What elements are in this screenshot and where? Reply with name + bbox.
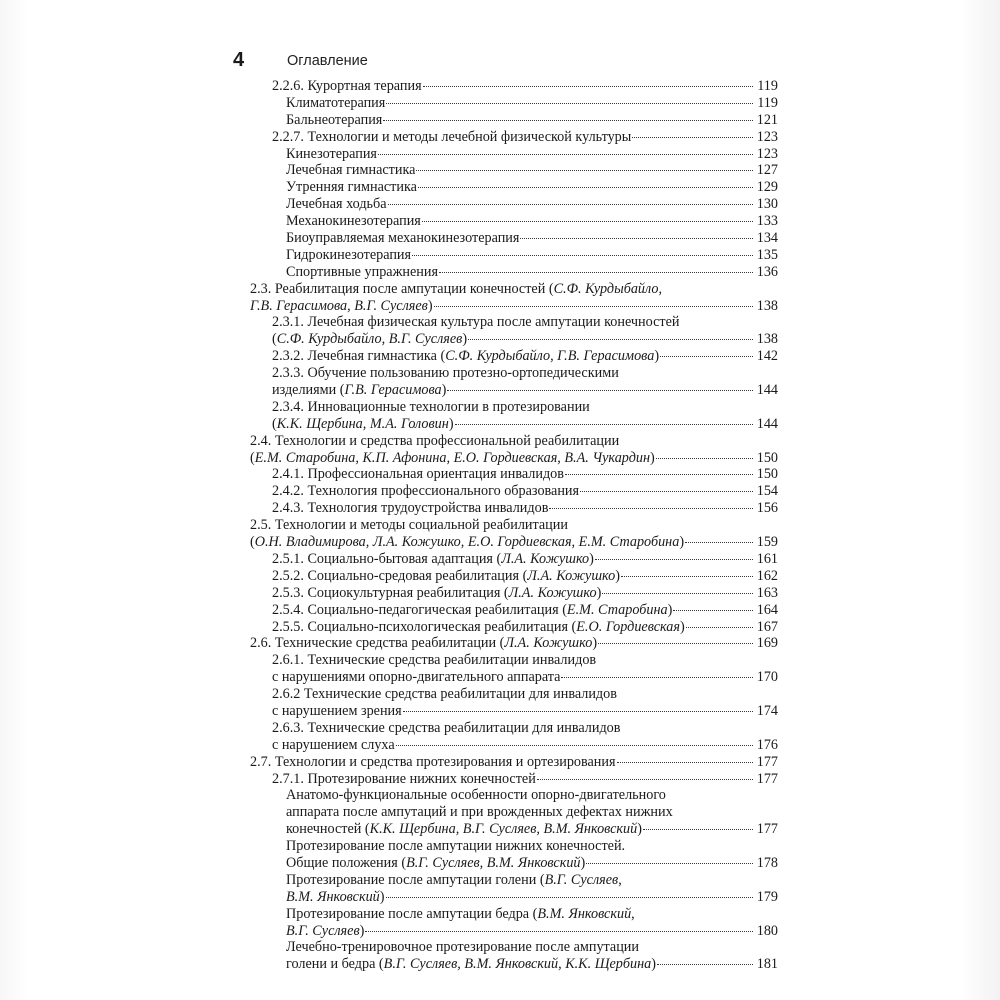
toc-line xyxy=(250,534,778,551)
dot-leader xyxy=(418,187,753,188)
running-title: Оглавление xyxy=(287,53,368,69)
toc-line xyxy=(250,196,778,213)
toc-page-number: 180 xyxy=(756,922,778,939)
toc-page-number: 174 xyxy=(756,702,778,719)
toc-line xyxy=(250,855,778,872)
toc-entry-title: с нарушением зрения xyxy=(272,702,402,719)
toc-entry-title: 2.6.2 Технические средства реабилитации для инвалидов xyxy=(272,686,617,703)
toc-entry-title: 2.6.1. Технические средства реабилитации инвалидов xyxy=(272,652,597,669)
toc-line xyxy=(250,720,778,737)
toc-page-number: 154 xyxy=(756,483,778,500)
dot-leader xyxy=(396,745,753,746)
dot-leader xyxy=(468,339,753,340)
toc-page-number: 162 xyxy=(756,567,778,584)
toc-line xyxy=(250,112,778,129)
dot-leader xyxy=(673,610,753,611)
dot-leader xyxy=(685,542,753,543)
toc-line xyxy=(250,804,778,821)
dot-leader xyxy=(386,103,753,104)
toc-line xyxy=(250,382,778,399)
toc-entry-title: 2.2.6. Курортная терапия xyxy=(272,78,422,94)
toc-page-number: 170 xyxy=(756,669,778,686)
toc-line xyxy=(250,348,778,365)
toc-entry-title: Лечебная ходьба xyxy=(286,196,387,213)
dot-leader xyxy=(657,964,753,965)
toc-line xyxy=(250,298,778,315)
toc-entry-title: аппарата после ампутаций и при врожденных дефектах нижних xyxy=(286,804,673,821)
toc-entry-title: с нарушением слуха xyxy=(272,736,395,753)
dot-leader xyxy=(586,863,753,864)
toc-entry-title: 2.7.1. Протезирование нижних конечностей xyxy=(272,770,536,787)
toc-page-number: 179 xyxy=(756,888,778,905)
toc-page-number: 119 xyxy=(757,78,778,94)
toc-entry-title: Механокинезотерапия xyxy=(286,213,421,230)
toc-page-number: 135 xyxy=(756,246,778,263)
toc-entry-title: Климатотерапия xyxy=(286,94,386,111)
toc-entry-title: 2.5.1. Социально-бытовая адаптация (Л.А. Кожушко) xyxy=(272,550,594,567)
toc-line xyxy=(250,213,778,230)
toc-line xyxy=(250,129,778,146)
toc-entry-title: Лечебная гимнастика xyxy=(286,162,416,179)
toc-entry-title: (К.К. Щербина, М.А. Головин) xyxy=(272,415,454,432)
toc-line xyxy=(250,230,778,247)
toc-line xyxy=(250,652,778,669)
toc-line xyxy=(250,669,778,686)
dot-leader xyxy=(621,576,753,577)
toc-entry-title: 2.2.7. Технологии и методы лечебной физической культуры xyxy=(272,128,632,145)
toc-entry-title: Утренняя гимнастика xyxy=(286,179,417,196)
toc-entry-title: 2.5.3. Социокультурная реабилитация (Л.А. Кожушко) xyxy=(272,584,602,601)
toc-page-number: 159 xyxy=(756,534,778,551)
toc-line xyxy=(250,838,778,855)
toc-page-number: 178 xyxy=(756,854,778,871)
toc-entry-title: 2.3.1. Лечебная физическая культура после ампутации конечностей xyxy=(272,314,680,331)
toc-entry-title: 2.4.2. Технология профессионального образования xyxy=(272,483,580,500)
toc-line xyxy=(250,247,778,264)
toc-page-number: 136 xyxy=(756,263,778,280)
toc-entry-title: 2.5.4. Социально-педагогическая реабилитация (Е.М. Старобина) xyxy=(272,601,673,618)
toc-entry-title: В.М. Янковский) xyxy=(286,888,385,905)
toc-page-number: 133 xyxy=(756,213,778,230)
dot-leader xyxy=(423,86,753,87)
toc-line xyxy=(250,602,778,619)
toc-entry-title: 2.3.3. Обучение пользованию протезно-ортопедическими xyxy=(272,365,619,382)
dot-leader xyxy=(416,170,753,171)
toc-line xyxy=(250,754,778,771)
page-edge-shadow xyxy=(960,0,1000,1000)
toc-entry-title: Протезирование после ампутации бедра (В.М. Янковский, xyxy=(286,905,635,922)
dot-leader xyxy=(412,255,753,256)
toc-line xyxy=(250,585,778,602)
dot-leader xyxy=(439,272,753,273)
toc-page-number: 156 xyxy=(756,500,778,517)
toc-line xyxy=(250,179,778,196)
toc-line xyxy=(250,517,778,534)
dot-leader xyxy=(602,593,753,594)
dot-leader xyxy=(565,474,753,475)
toc-line xyxy=(250,872,778,889)
toc-line xyxy=(250,416,778,433)
dot-leader xyxy=(434,306,753,307)
dot-leader xyxy=(378,154,753,155)
toc-entry-title: Г.В. Герасимова, В.Г. Сусляев) xyxy=(250,297,433,314)
toc-page-number: 129 xyxy=(756,179,778,196)
toc-page-number: 138 xyxy=(756,297,778,314)
toc-entry-title: 2.5. Технологии и методы социальной реабилитации xyxy=(250,517,568,534)
toc-page-number: 177 xyxy=(756,753,778,770)
toc-line xyxy=(250,956,778,973)
toc-entry-title: изделиями (Г.В. Герасимова) xyxy=(272,382,447,399)
toc-line xyxy=(250,635,778,652)
toc-page-number: 134 xyxy=(756,230,778,247)
toc-page-number: 144 xyxy=(756,415,778,432)
toc-line xyxy=(250,365,778,382)
toc-entry-title: В.Г. Сусляев) xyxy=(286,922,365,939)
toc-page-number: 164 xyxy=(756,601,778,618)
toc-line xyxy=(250,281,778,298)
dot-leader xyxy=(537,779,753,780)
toc-line xyxy=(250,703,778,720)
toc-page-number: 176 xyxy=(756,736,778,753)
toc-line xyxy=(250,264,778,281)
toc-entry-title: Спортивные упражнения xyxy=(286,263,438,280)
toc-line xyxy=(250,162,778,179)
toc-entry-title: с нарушениями опорно-двигательного аппарата xyxy=(272,669,561,686)
toc-line xyxy=(250,78,778,95)
toc-line xyxy=(250,771,778,788)
toc-entry-title: Лечебно-тренировочное протезирование после ампутации xyxy=(286,939,639,956)
toc-page-number: 163 xyxy=(756,584,778,601)
toc-line xyxy=(250,314,778,331)
table-of-contents xyxy=(250,78,778,973)
toc-entry-title: 2.5.5. Социально-психологическая реабилитация (Е.О. Гордиевская) xyxy=(272,618,685,635)
dot-leader xyxy=(632,137,753,138)
dot-leader xyxy=(388,204,753,205)
toc-line xyxy=(250,737,778,754)
toc-entry-title: Протезирование после ампутации нижних конечностей. xyxy=(286,838,626,855)
toc-line xyxy=(250,787,778,804)
toc-page-number: 161 xyxy=(756,550,778,567)
toc-page-number: 127 xyxy=(756,162,778,179)
toc-line xyxy=(250,331,778,348)
toc-page-number: 167 xyxy=(756,618,778,635)
toc-line xyxy=(250,686,778,703)
toc-entry-title: Анатомо-функциональные особенности опорно-двигательного xyxy=(286,787,666,804)
toc-entry-title: 2.6.3. Технические средства реабилитации для инвалидов xyxy=(272,719,621,736)
toc-entry-title: 2.3.4. Инновационные технологии в протезировании xyxy=(272,398,590,415)
toc-entry-title: Кинезотерапия xyxy=(286,145,377,162)
toc-line xyxy=(250,889,778,906)
toc-entry-title: голени и бедра (В.Г. Сусляев, В.М. Янковский, К.К. Щербина) xyxy=(286,956,656,973)
toc-entry-title: (О.Н. Владимирова, Л.А. Кожушко, Е.О. Гордиевская, Е.М. Старобина) xyxy=(250,534,685,551)
dot-leader xyxy=(598,643,753,644)
toc-line xyxy=(250,821,778,838)
toc-page-number: 150 xyxy=(756,466,778,483)
toc-page-number: 119 xyxy=(757,94,778,111)
dot-leader xyxy=(660,356,753,357)
dot-leader xyxy=(403,711,753,712)
toc-entry-title: 2.6. Технические средства реабилитации (Л.А. Кожушко) xyxy=(250,635,598,652)
toc-entry-title: 2.5.2. Социально-средовая реабилитация (Л.А. Кожушко) xyxy=(272,567,620,584)
dot-leader xyxy=(520,238,753,239)
toc-line xyxy=(250,450,778,467)
toc-entry-title: Протезирование после ампутации голени (В.Г. Сусляев, xyxy=(286,871,622,888)
toc-line xyxy=(250,551,778,568)
toc-entry-title: Биоуправляемая механокинезотерапия xyxy=(286,230,520,247)
toc-page-number: 169 xyxy=(756,635,778,652)
toc-entry-title: Общие положения (В.Г. Сусляев, В.М. Янковский) xyxy=(286,854,586,871)
toc-page-number: 177 xyxy=(756,770,778,787)
toc-line xyxy=(250,399,778,416)
toc-page-number: 130 xyxy=(756,196,778,213)
dot-leader xyxy=(580,491,753,492)
toc-page-number: 138 xyxy=(756,331,778,348)
toc-line xyxy=(250,466,778,483)
toc-line xyxy=(250,433,778,450)
toc-line xyxy=(250,500,778,517)
toc-entry-title: 2.4. Технологии и средства профессиональной реабилитации xyxy=(250,432,620,449)
toc-line xyxy=(250,568,778,585)
toc-entry-title: 2.3.2. Лечебная гимнастика (С.Ф. Курдыбайло, Г.В. Герасимова) xyxy=(272,348,660,365)
toc-entry-title: 2.4.1. Профессиональная ориентация инвалидов xyxy=(272,466,564,483)
toc-page-number: 123 xyxy=(756,145,778,162)
dot-leader xyxy=(383,120,753,121)
toc-line xyxy=(250,939,778,956)
toc-entry-title: 2.3. Реабилитация после ампутации конечностей (С.Ф. Курдыбайло, xyxy=(250,280,663,297)
toc-page-number: 177 xyxy=(756,821,778,838)
toc-line xyxy=(250,906,778,923)
dot-leader xyxy=(617,762,753,763)
toc-line xyxy=(250,483,778,500)
toc-entry-title: 2.7. Технологии и средства протезирования и ортезирования xyxy=(250,753,616,770)
dot-leader xyxy=(386,897,753,898)
dot-leader xyxy=(561,677,753,678)
toc-line xyxy=(250,146,778,163)
toc-page-number: 123 xyxy=(756,128,778,145)
dot-leader xyxy=(549,508,753,509)
toc-line xyxy=(250,95,778,112)
dot-leader xyxy=(447,390,753,391)
toc-page-number: 150 xyxy=(756,449,778,466)
toc-entry-title: (Е.М. Старобина, К.П. Афонина, Е.О. Гордиевская, В.А. Чукардин) xyxy=(250,449,655,466)
toc-entry-title: Гидрокинезотерапия xyxy=(286,246,412,263)
toc-entry-title: (С.Ф. Курдыбайло, В.Г. Сусляев) xyxy=(272,331,468,348)
toc-page-number: 144 xyxy=(756,382,778,399)
toc-entry-title: Бальнеотерапия xyxy=(286,111,383,128)
toc-line xyxy=(250,923,778,940)
toc-page-number: 142 xyxy=(756,348,778,365)
toc-entry-title: 2.4.3. Технология трудоустройства инвалидов xyxy=(272,500,549,517)
dot-leader xyxy=(365,931,753,932)
toc-entry-title: конечностей (К.К. Щербина, В.Г. Сусляев, В.М. Янковский) xyxy=(286,821,642,838)
dot-leader xyxy=(643,829,753,830)
dot-leader xyxy=(656,458,753,459)
dot-leader xyxy=(422,221,753,222)
dot-leader xyxy=(686,627,753,628)
toc-line xyxy=(250,619,778,636)
dot-leader xyxy=(455,424,753,425)
dot-leader xyxy=(595,559,753,560)
page-number: 4 xyxy=(233,49,245,71)
toc-page-number: 121 xyxy=(756,111,778,128)
toc-page-number: 181 xyxy=(756,956,778,973)
